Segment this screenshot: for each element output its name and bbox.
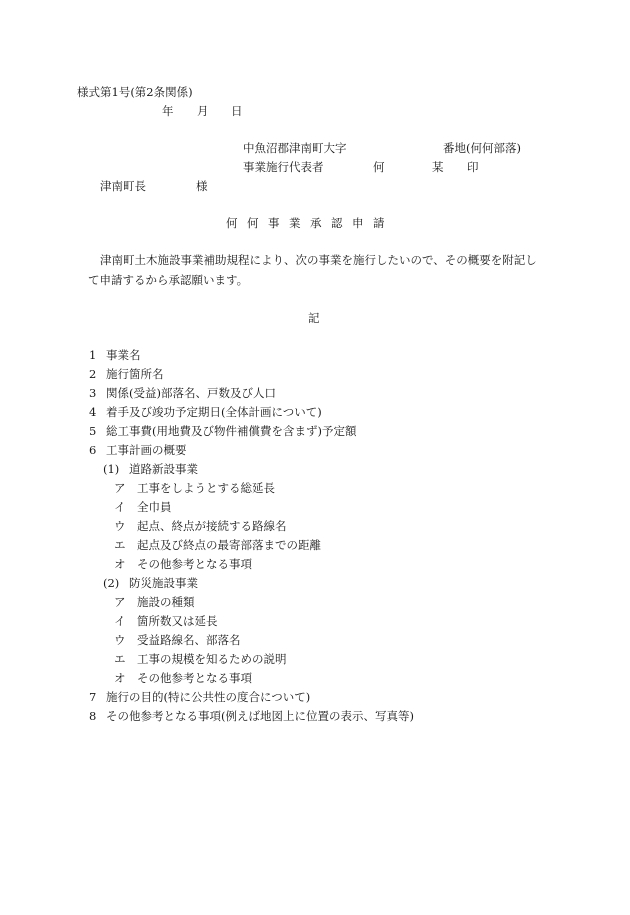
document-title <box>226 216 394 230</box>
sub-1-e-num: エ <box>114 538 126 552</box>
recipient-title: 津南町長 <box>100 179 146 193</box>
sub-1-u-num: ウ <box>114 519 126 533</box>
sub-1-u-text: 起点、終点が接続する路線名 <box>137 519 287 533</box>
sub-1-o-num: オ <box>114 557 126 571</box>
title-char: 何 <box>247 216 259 230</box>
item-6-text: 工事計画の概要 <box>106 443 187 457</box>
sub-2-a-num: ア <box>114 595 126 609</box>
sub-2-o-num: オ <box>114 671 126 685</box>
sub-2-o-text: その他参考となる事項 <box>137 671 252 685</box>
date-day: 日 <box>231 104 243 118</box>
item-5-num: 5 <box>89 424 97 438</box>
date-year: 年 <box>162 104 174 118</box>
representative-name-1: 何 <box>373 160 385 174</box>
item-2-num: 2 <box>89 367 97 381</box>
item-4-text: 着手及び竣功予定期日(全体計画について) <box>106 405 322 419</box>
sub-2-num: (2) <box>103 576 120 590</box>
item-7-text: 施行の目的(特に公共性の度合について) <box>106 690 311 704</box>
applicant-address-suffix: 番地(何何部落) <box>443 141 521 155</box>
sub-2-i-text: 箇所数又は延長 <box>137 614 218 628</box>
title-char: 申 <box>352 216 364 230</box>
item-4-num: 4 <box>89 405 97 419</box>
title-char: 何 <box>226 216 238 230</box>
sub-2-a-text: 施設の種類 <box>137 595 195 609</box>
sub-2-u-text: 受益路線名、部落名 <box>137 633 241 647</box>
sub-1-o-text: その他参考となる事項 <box>137 557 252 571</box>
sub-2-e-num: エ <box>114 652 126 666</box>
item-6-num: 6 <box>89 443 97 457</box>
item-2-text: 施行箇所名 <box>106 367 164 381</box>
sub-1-a-num: ア <box>114 481 126 495</box>
body-line-2: て申請するから承認願います。 <box>88 273 249 287</box>
sub-2-i-num: イ <box>114 614 126 628</box>
body-line-1: 津南町土木施設事業補助規程により、次の事業を施行したいので、その概要を附記し <box>100 253 537 267</box>
title-char: 事 <box>268 216 280 230</box>
sub-1-i-text: 全巾員 <box>137 500 172 514</box>
sub-1-text: 道路新設事業 <box>129 462 198 476</box>
item-3-text: 関係(受益)部落名、戸数及び人口 <box>106 386 276 400</box>
item-1-num: 1 <box>89 348 97 362</box>
title-char: 請 <box>373 216 385 230</box>
item-7-num: 7 <box>89 690 97 704</box>
title-char: 承 <box>310 216 322 230</box>
item-8-num: 8 <box>89 709 97 723</box>
sub-2-text: 防災施設事業 <box>129 576 198 590</box>
item-8-text: その他参考となる事項(例えば地図上に位置の表示、写真等) <box>106 709 414 723</box>
applicant-address: 中魚沼郡津南町大字 <box>243 141 347 155</box>
sub-1-e-text: 起点及び終点の最寄部落までの距離 <box>137 538 321 552</box>
item-5-text: 総工事費(用地費及び物件補償費を含まず)予定額 <box>106 424 357 438</box>
sub-1-num: (1) <box>103 462 120 476</box>
representative-label: 事業施行代表者 <box>243 160 324 174</box>
title-char: 業 <box>289 216 301 230</box>
item-3-num: 3 <box>89 386 97 400</box>
item-1-text: 事業名 <box>106 348 141 362</box>
sub-1-i-num: イ <box>114 500 126 514</box>
sub-2-u-num: ウ <box>114 633 126 647</box>
ki-heading: 記 <box>308 311 320 325</box>
sub-1-a-text: 工事をしようとする総延長 <box>137 481 275 495</box>
title-char: 認 <box>331 216 343 230</box>
date-month: 月 <box>197 104 209 118</box>
representative-name-2: 某 <box>432 160 444 174</box>
sub-2-e-text: 工事の規模を知るための説明 <box>137 652 287 666</box>
recipient-honorific: 様 <box>196 179 208 193</box>
form-id: 様式第1号(第2条関係) <box>77 85 193 99</box>
seal-mark: 印 <box>467 160 479 174</box>
